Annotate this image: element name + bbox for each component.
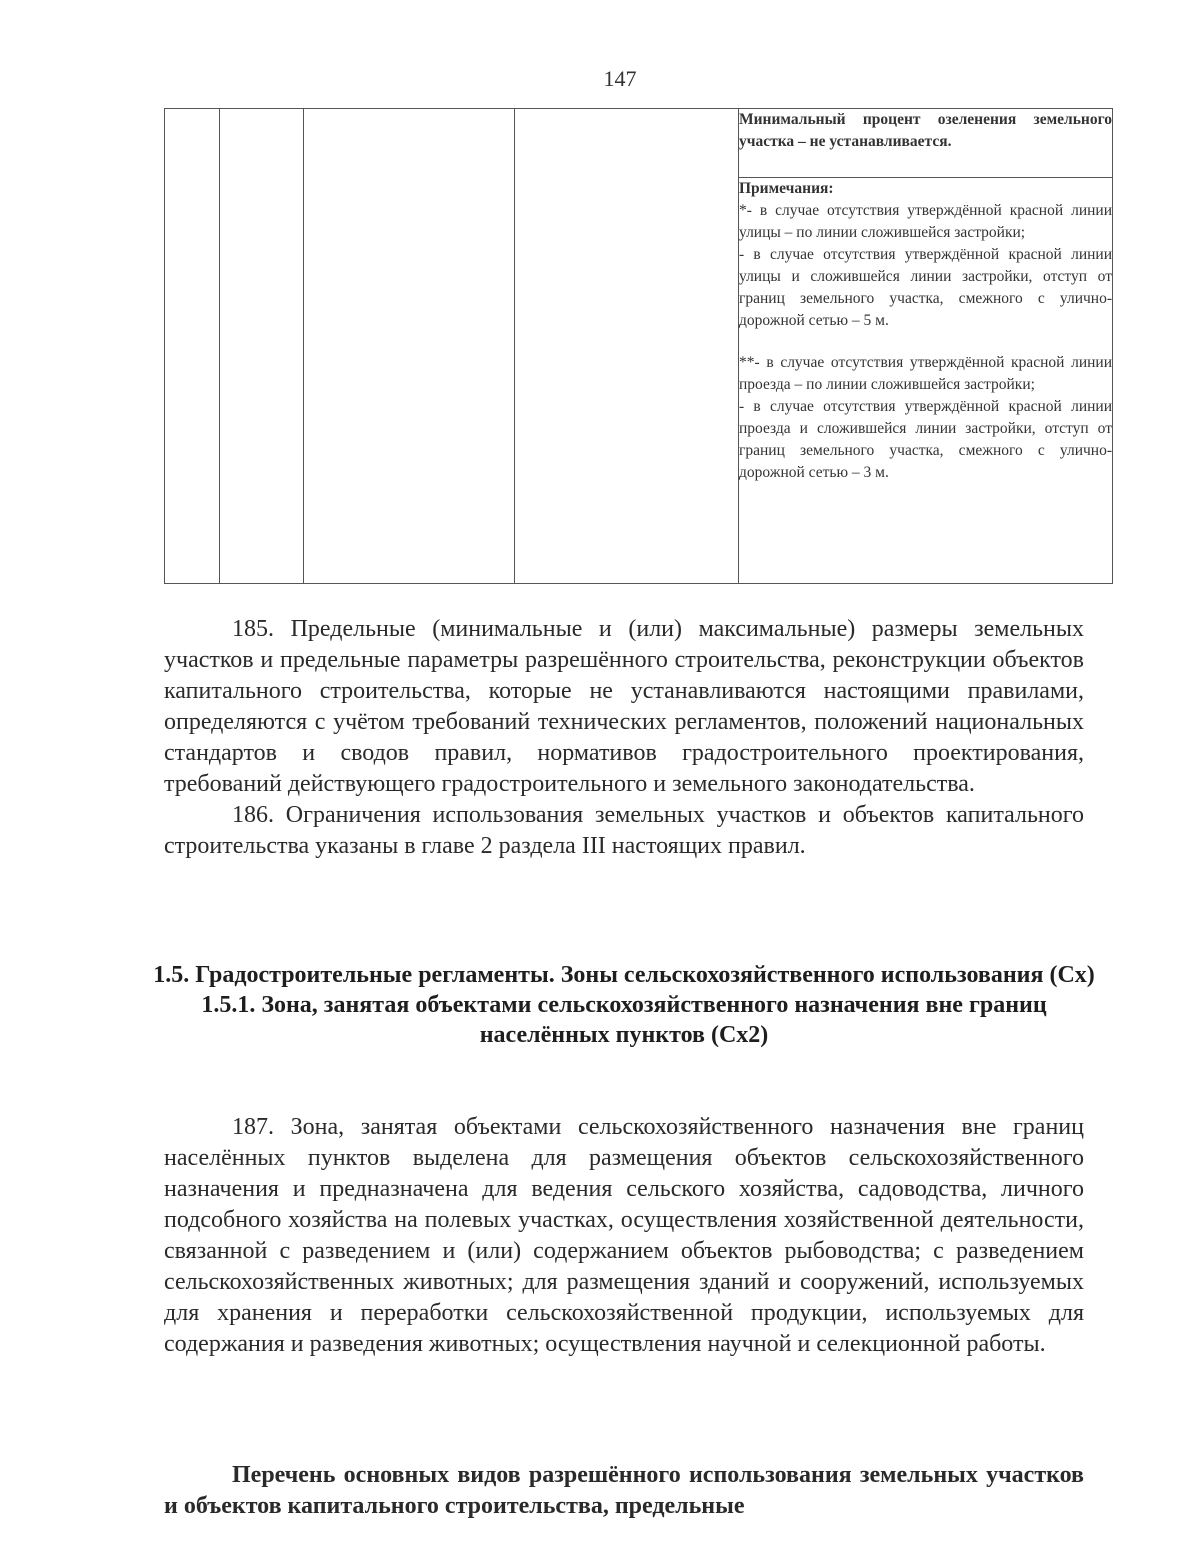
note-item: - в случае отсутствия утверждённой красной линии проезда и сложившейся линии застройки, отступ от границ земельного участка, смежного с улично-дорожной сетью – 3 м.: [739, 398, 1112, 481]
subsection-title: 1.5.1. Зона, занятая объектами сельскохозяйственного назначения вне границ населённых пунктов (Сх2): [201, 992, 1047, 1048]
regulations-table: [164, 108, 1113, 584]
table-cell-empty: [165, 109, 220, 584]
paragraph-185: 185. Предельные (минимальные и (или) максимальные) размеры земельных участков и предельные параметры разрешённого строительства, реконструкции объектов капитального строительства, которые не устанавливаются настоящими правилами, определяются с учётом требований технических регламентов, положений национальных стандартов и сводов правил, нормативов градостроительного проектирования, требований действующего градостроительного и земельного законодательства.: [164, 616, 1084, 797]
zone-description: [164, 1112, 1084, 1360]
section-title: 1.5. Градостроительные регламенты. Зоны сельскохозяйственного использования (Сх): [153, 962, 1095, 988]
paragraph-187: 187. Зона, занятая объектами сельскохозяйственного назначения вне границ населённых пунктов выделена для размещения объектов сельскохозяйственного назначения и предназначена для ведения сельского хозяйства, садоводства, личного подсобного хозяйства на полевых участках, осуществления хозяйственной деятельности, связанной с разведением и (или) содержанием объектов рыбоводства; с разведением сельскохозяйственных животных; для размещения зданий и сооружений, используемых для хранения и переработки сельскохозяйственной продукции, используемых для содержания и разведения животных; осуществления научной и селекционной работы.: [164, 1114, 1084, 1357]
note-item: **- в случае отсутствия утверждённой красной линии проезда – по линии сложившейся застройки;: [739, 354, 1112, 393]
table-cell-empty: [304, 109, 515, 584]
table-cell-empty: [220, 109, 304, 584]
table-row: [165, 109, 1113, 178]
notes-title: Примечания:: [739, 180, 834, 197]
note-item: *- в случае отсутствия утверждённой красной линии улицы – по линии сложившейся застройки;: [739, 202, 1112, 241]
greening-requirement: Минимальный процент озеленения земельного участка – не устанавливается.: [739, 109, 1113, 178]
list-heading: [164, 1460, 1084, 1522]
table-cell-empty: [515, 109, 739, 584]
note-item: - в случае отсутствия утверждённой красной линии улицы и сложившейся линии застройки, отступ от границ земельного участка, смежного с улично-дорожной сетью – 5 м.: [739, 246, 1112, 329]
list-title: Перечень основных видов разрешённого использования земельных участков и объектов капитального строительства, предельные: [164, 1462, 1084, 1519]
paragraph-186: 186. Ограничения использования земельных участков и объектов капитального строительства указаны в главе 2 раздела III настоящих правил.: [164, 802, 1084, 859]
page-number: 147: [603, 66, 637, 91]
notes-cell: [739, 178, 1113, 584]
body-paragraphs: [164, 614, 1084, 862]
section-heading: [150, 960, 1098, 1050]
